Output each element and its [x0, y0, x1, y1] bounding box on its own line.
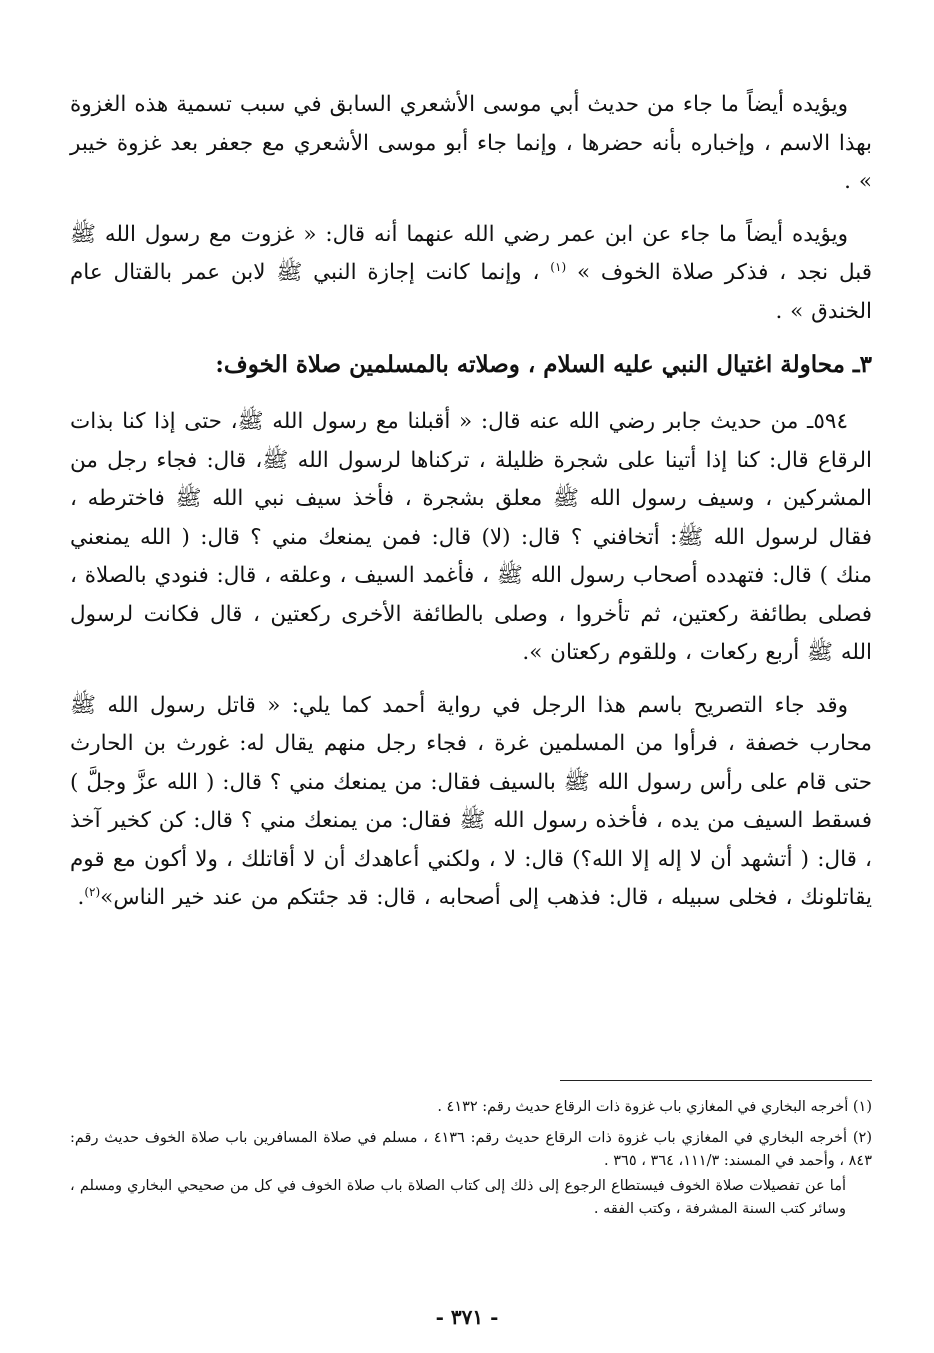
footnote-2-continuation: أما عن تفصيلات صلاة الخوف فيستطاع الرجوع إلى ذلك إلى كتاب الصلاة باب صلاة الخوف في كل من صحيحي البخاري ومسلم ، وسائر كتب السنة المشرفة ، وكتب الفقه .: [70, 1178, 846, 1217]
footnote-ref-1[interactable]: (١): [550, 259, 567, 274]
paragraph-4-text: وقد جاء التصريح باسم هذا الرجل في رواية أحمد كما يلي: « قاتل رسول الله ﷺ محارب خصفة ، فرأوا من المسلمين غرة ، فجاء رجل منهم يقال له: غورث بن الحارث حتى قام على رأس رسول الله ﷺ بالسيف فقال: من يمنعك مني ؟ قال: ( الله عزَّ وجلَّ ) فسقط السيف من يده ، فأخذه رسول الله ﷺ فقال: من يمنعك مني ؟ قال: كن كخير آخذ ، قال: ( أتشهد أن لا إله إلا الله؟) قال: لا ، ولكني أعاهدك أن لا أقاتلك ، ولا أكون مع قوم يقاتلونك ، فخلى سبيله ، قال: فذهب إلى أصحابه ، قال: قد جئتكم من عند خير الناس»: [70, 692, 873, 910]
paragraph-ahmad-narration: [70, 687, 872, 918]
paragraph-4-end: .: [77, 885, 85, 910]
paragraph-1: ويؤيده أيضاً ما جاء من حديث أبي موسى الأشعري السابق في سبب تسمية هذه الغزوة بهذا الاسم ، وإخباره بأنه حضرها ، وإنما جاء أبو موسى الأشعري مع جعفر بعد غزوة خيبر » .: [70, 92, 872, 194]
footnote-ref-2[interactable]: (٢): [84, 884, 101, 899]
section-heading: ٣ـ محاولة اغتيال النبي عليه السلام ، وصلاته بالمسلمين صلاة الخوف:: [215, 351, 872, 378]
footnote-2: (٢) أخرجه البخاري في المغازي باب غزوة ذات الرقاع حديث رقم: ٤١٣٦ ، مسلم في صلاة المسافرين باب صلاة الخوف حديث رقم: ٨٤٣ ، وأحمد في المسند: ١١١/٣، ٣٦٤ ، ٣٦٥ .: [70, 1130, 872, 1169]
paragraph-hadith-594: ٥٩٤ـ من حديث جابر رضي الله عنه قال: « أقبلنا مع رسول الله ﷺ، حتى إذا كنا بذات الرقاع قال: كنا إذا أتينا على شجرة ظليلة ، تركناها لرسول الله ﷺ، قال: فجاء رجل من المشركين ، وسيف رسول الله ﷺ معلق بشجرة ، فأخذ سيف نبي الله ﷺ فاخترطه ، فقال لرسول الله ﷺ: أتخافني ؟ قال: (لا) قال: فمن يمنعك مني ؟ قال: ( الله يمنعني منك ) قال: فتهدده أصحاب رسول الله ﷺ ، فأغمد السيف ، وعلقه ، قال: فنودي بالصلاة ، فصلى بطائفة ركعتين، ثم تأخروا ، وصلى بالطائفة الأخرى ركعتين ، قال فكانت لرسول الله ﷺ أربع ركعات ، وللقوم ركعتان ».: [70, 409, 872, 665]
page-number: - ٣٧١ -: [435, 1305, 499, 1329]
footnote-1: (١) أخرجه البخاري في المغازي باب غزوة ذات الرقاع حديث رقم: ٤١٣٢ .: [437, 1099, 872, 1115]
footnotes: [70, 1096, 872, 1221]
paragraph-2-text-a: ويؤيده أيضاً ما جاء عن ابن عمر رضي الله عنهما أنه قال: « غزوت مع رسول الله ﷺ قبل نجد ، فذكر صلاة الخوف »: [70, 221, 872, 285]
paragraph-2: [70, 216, 872, 332]
footnote-separator: [560, 1080, 872, 1081]
paragraph-2-text-b: ، وإنما كانت إجازة النبي ﷺ لابن عمر بالقتال عام الخندق » .: [70, 260, 872, 324]
